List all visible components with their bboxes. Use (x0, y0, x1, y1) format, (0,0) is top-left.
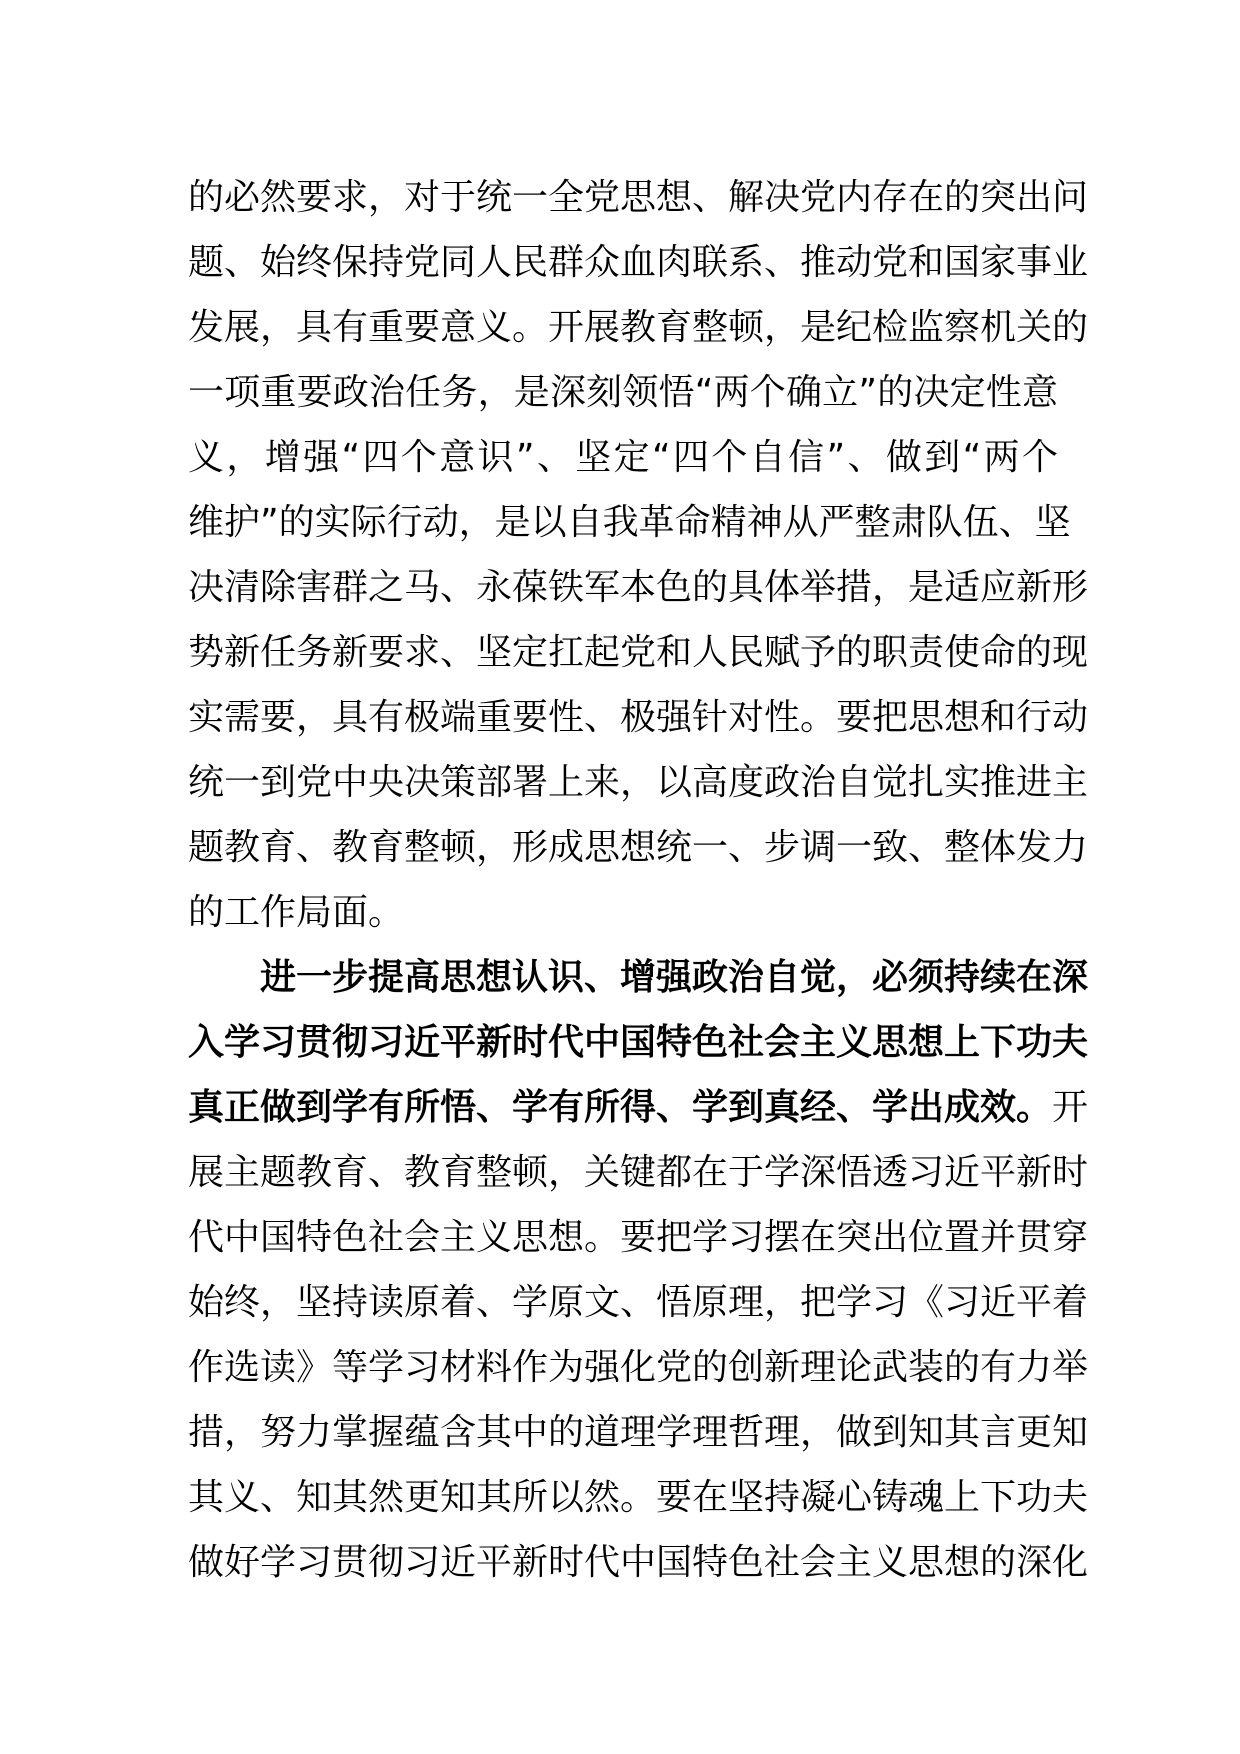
paragraph-line: 措，努力掌握蕴含其中的道理学理哲理，做到知其言更知 (188, 1412, 1089, 1453)
bold-heading-line: 入学习贯彻习近平新时代中国特色社会主义思想上下功夫 (188, 1022, 1089, 1063)
paragraph-line: 代中国特色社会主义思想。要把学习摆在突出位置并贯穿 (188, 1217, 1089, 1258)
paragraph-line: 统一到党中央决策部署上来，以高度政治自觉扎实推进主 (188, 762, 1089, 803)
paragraph-line: 题、始终保持党同人民群众血肉联系、推动党和国家事业 (188, 242, 1089, 283)
mixed-line (188, 1075, 1089, 1140)
paragraph-line: 始终，坚持读原着、学原文、悟原理，把学习《习近平着 (188, 1282, 1089, 1323)
paragraph-line: 势新任务新要求、坚定扛起党和人民赋予的职责使命的现 (188, 632, 1089, 673)
paragraph-line: 实需要，具有极端重要性、极强针对性。要把思想和行动 (188, 697, 1089, 738)
paragraph-line: 的必然要求，对于统一全党思想、解决党内存在的突出问 (188, 177, 1089, 218)
paragraph-line: 的工作局面。 (188, 892, 405, 933)
paragraph-line: 一项重要政治任务，是深刻领悟“两个确立”的决定性意 (188, 372, 1058, 413)
bold-heading-line: 进一步提高思想认识、增强政治自觉，必须持续在深 (260, 957, 1089, 998)
paragraph-line: 做好学习贯彻习近平新时代中国特色社会主义思想的深化 (188, 1542, 1089, 1583)
paragraph-line: 维护”的实际行动，是以自我革命精神从严整肃队伍、坚 (188, 502, 1071, 543)
paragraph-text: 开 (1052, 1087, 1089, 1128)
paragraph-line: 发展，具有重要意义。开展教育整顿，是纪检监察机关的 (188, 307, 1089, 348)
paragraph-line: 展主题教育、教育整顿，关键都在于学深悟透习近平新时 (188, 1152, 1089, 1193)
paragraph-line: 义，增强“四个意识”、坚定“四个自信”、做到“两个 (188, 437, 1058, 478)
paragraph-line: 其义、知其然更知其所以然。要在坚持凝心铸魂上下功夫 (188, 1477, 1089, 1518)
paragraph-line: 决清除害群之马、永葆铁军本色的具体举措，是适应新形 (188, 567, 1089, 608)
paragraph-line: 题教育、教育整顿，形成思想统一、步调一致、整体发力 (188, 827, 1089, 868)
paragraph-line: 作选读》等学习材料作为强化党的创新理论武装的有力举 (188, 1347, 1089, 1388)
bold-heading-text: 真正做到学有所悟、学有所得、学到真经、学出成效。 (188, 1087, 1053, 1128)
document-body (188, 165, 1089, 1595)
